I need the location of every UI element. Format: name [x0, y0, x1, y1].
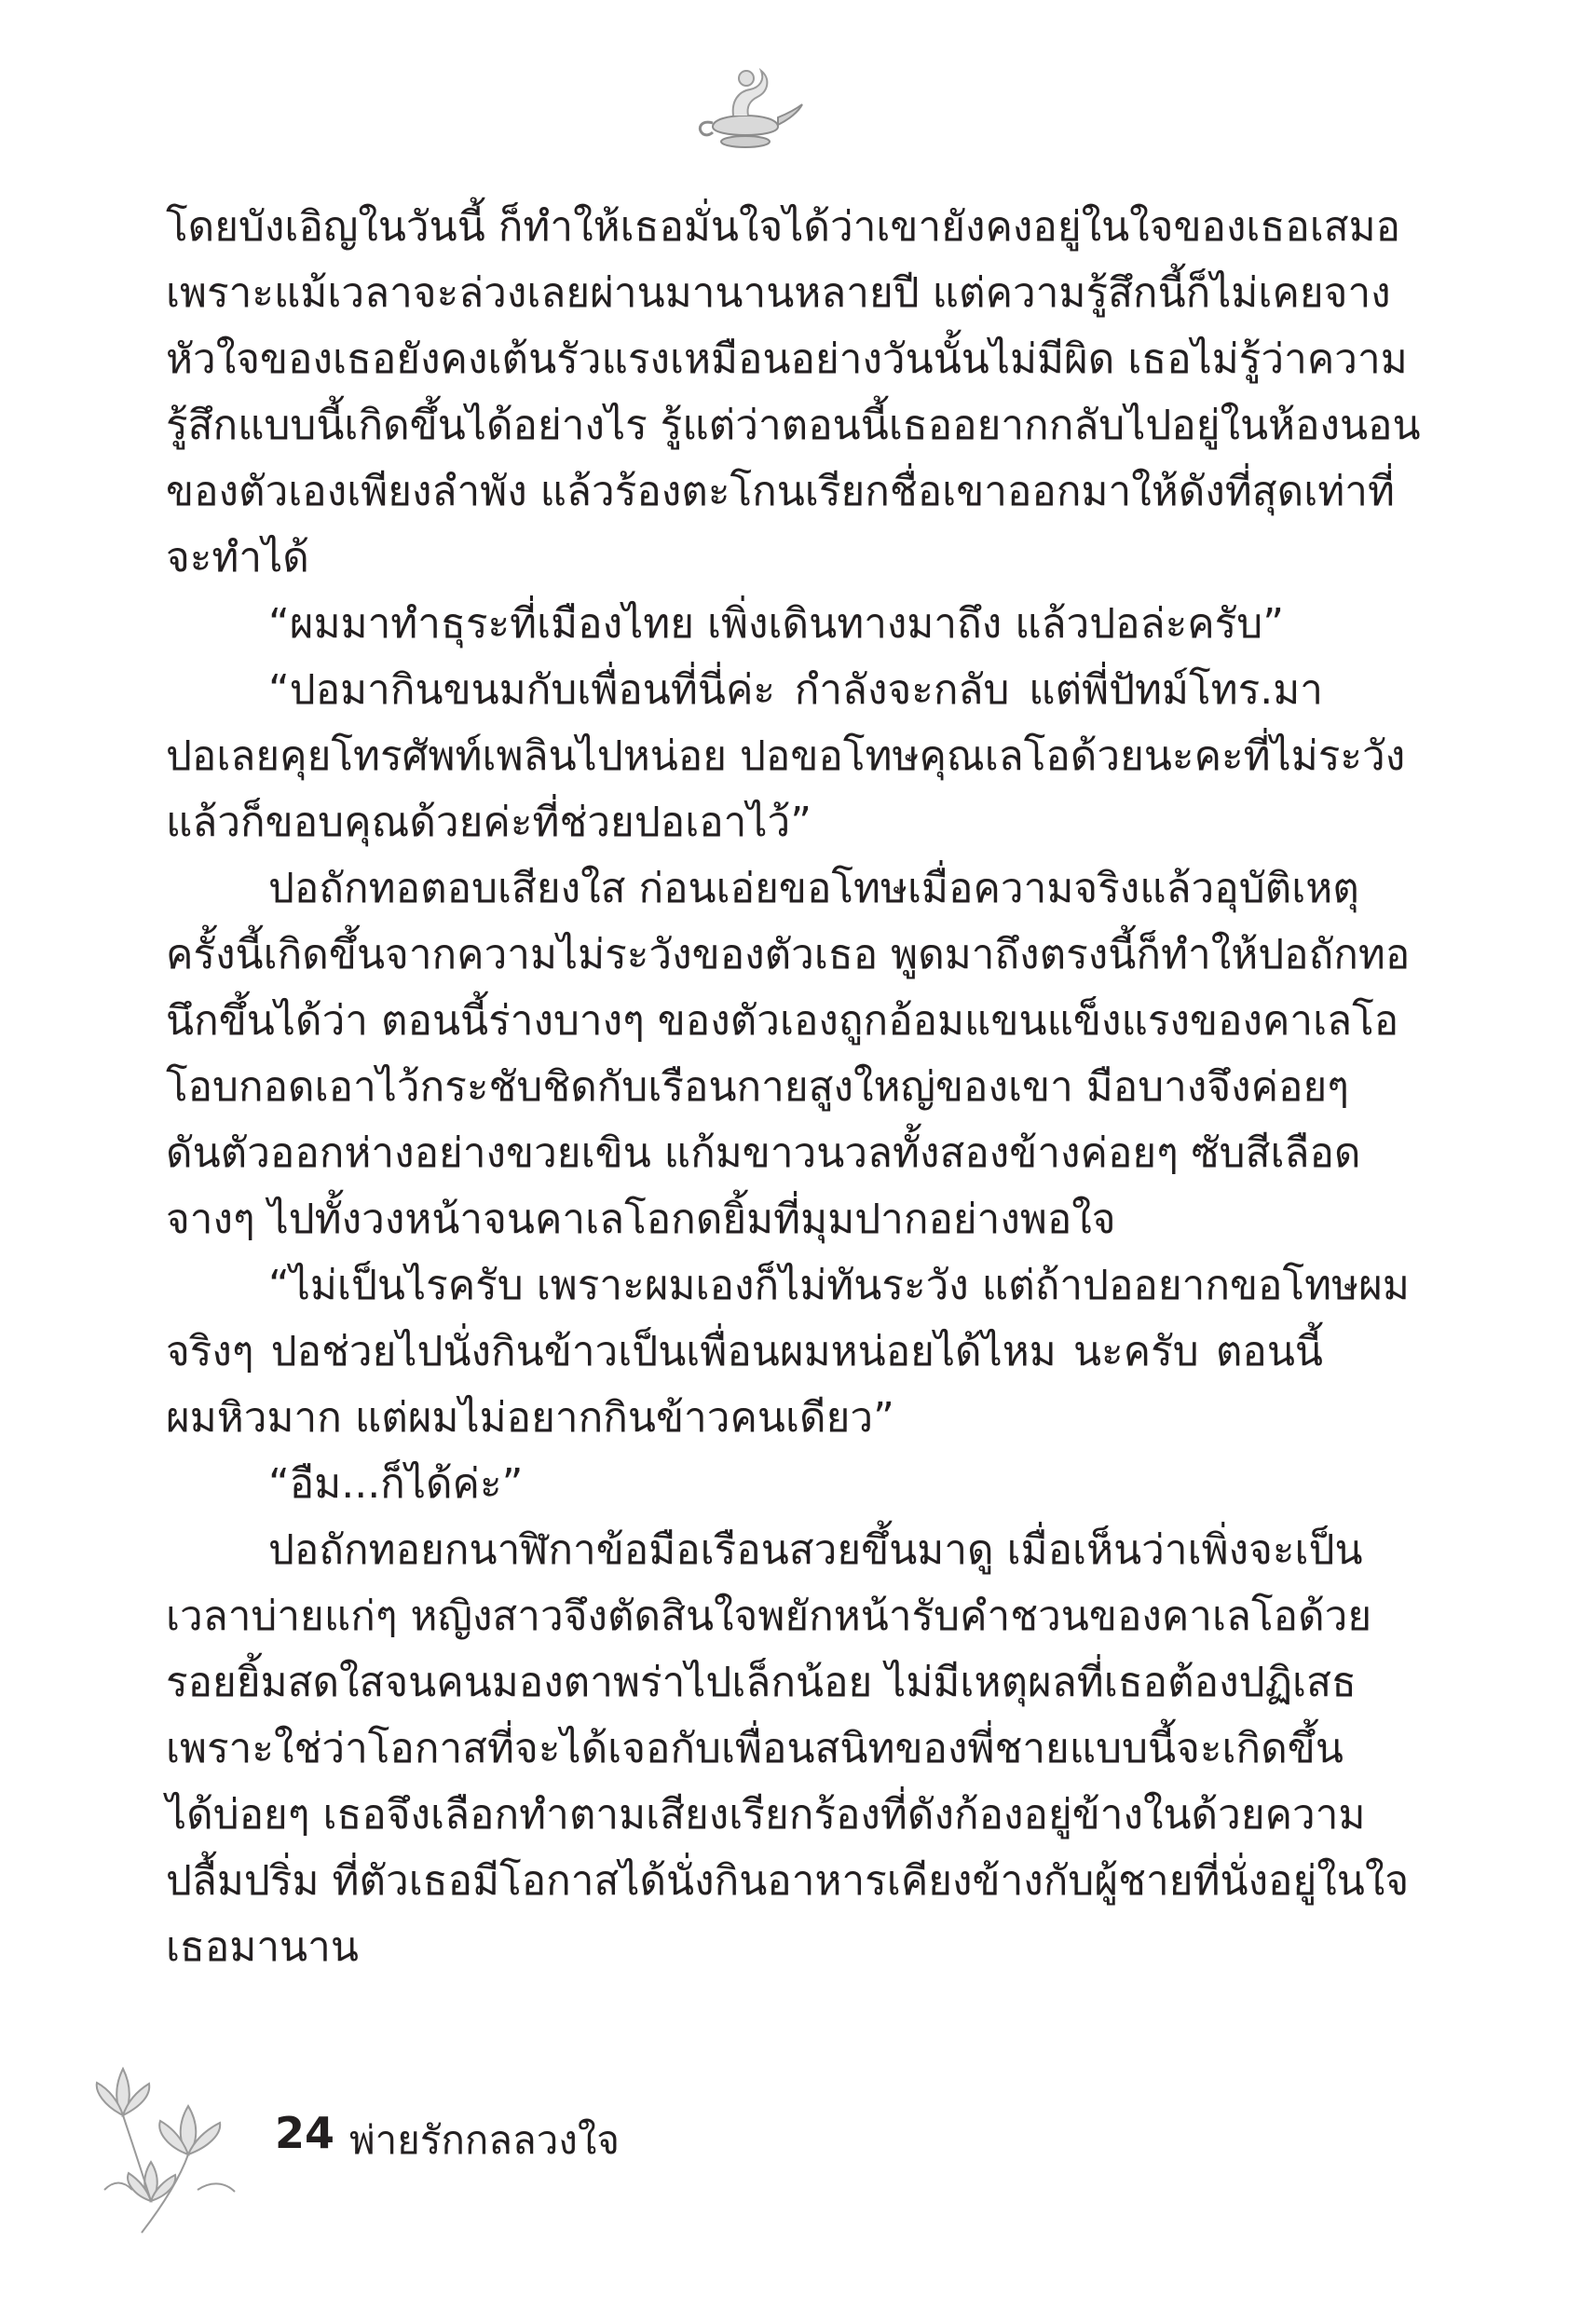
text-line: ได้บ่อยๆ เธอจึงเลือกทำตามเสียงเรียกร้องที่ดังก้องอยู่ข้างในด้วยความ	[166, 1791, 1366, 1839]
paragraph	[166, 194, 1421, 591]
text-line: หัวใจของเธอยังคงเต้นรัวแรงเหมือนอย่างวันนั้นไม่มีผิด เธอไม่รู้ว่าความ	[166, 335, 1408, 383]
text-line: ดันตัวออกห่างอย่างขวยเขิน แก้มขาวนวลทั้งสองข้างค่อยๆ ซับสีเลือด	[166, 1129, 1361, 1177]
text-line: โดยบังเอิญในวันนี้ ก็ทำให้เธอมั่นใจได้ว่าเขายังคงอยู่ในใจของเธอเสมอ	[166, 203, 1401, 251]
text-line: จริงๆ ปอช่วยไปนั่งกินข้าวเป็นเพื่อนผมหน่อยได้ไหม นะครับ ตอนนี้	[166, 1328, 1323, 1375]
text-line: ปอถักทอตอบเสียงใส ก่อนเอ่ยขอโทษเมื่อความจริงแล้วอุบัติเหตุ	[268, 865, 1359, 912]
text-line: จะทำได้	[166, 534, 309, 581]
text-line: โอบกอดเอาไว้กระชับชิดกับเรือนกายสูงใหญ่ของเขา มือบางจึงค่อยๆ	[166, 1063, 1349, 1111]
paragraph	[166, 591, 1323, 657]
text-line: ครั้งนี้เกิดขึ้นจากความไม่ระวังของตัวเธอ พูดมาถึงตรงนี้ก็ทำให้ปอถักทอ	[166, 931, 1411, 978]
genie-lamp-icon	[685, 54, 806, 157]
text-line: จางๆ ไปทั้งวงหน้าจนคาเลโอกดยิ้มที่มุมปากอย่างพอใจ	[166, 1196, 1116, 1243]
text-line: “ไม่เป็นไรครับ เพราะผมเองก็ไม่ทันระวัง แต่ถ้าปออยากขอโทษผม	[268, 1262, 1410, 1309]
body-text	[166, 194, 1421, 1980]
paragraph	[166, 855, 1411, 1252]
text-line: เพราะแม้เวลาจะล่วงเลยผ่านมานานหลายปี แต่ความรู้สึกนี้ก็ไม่เคยจาง	[166, 269, 1391, 317]
paragraph	[166, 1517, 1410, 1980]
book-title: พ่ายรักกลลวงใจ	[349, 2117, 620, 2163]
text-line: เธอมานาน	[166, 1923, 359, 1971]
text-line: รอยยิ้มสดใสจนคนมองตาพร่าไปเล็กน้อย ไม่มีเหตุผลที่เธอต้องปฏิเสธ	[166, 1659, 1357, 1706]
text-line: นึกขึ้นได้ว่า ตอนนี้ร่างบางๆ ของตัวเองถูกอ้อมแขนแข็งแรงของคาเลโอ	[166, 997, 1399, 1045]
text-line: ของตัวเองเพียงลำพัง แล้วร้องตะโกนเรียกชื่อเขาออกมาให้ดังที่สุดเท่าที่	[166, 468, 1395, 515]
text-line: เวลาบ่ายแก่ๆ หญิงสาวจึงตัดสินใจพยักหน้ารับคำชวนของคาเลโอด้วย	[166, 1593, 1372, 1640]
text-line: ปอเลยคุยโทรศัพท์เพลินไปหน่อย ปอขอโทษคุณเลโอด้วยนะคะที่ไม่ระวัง	[166, 732, 1406, 780]
page-number: 24	[275, 2108, 335, 2158]
paragraph	[166, 1252, 1410, 1451]
text-line: เพราะใช่ว่าโอกาสที่จะได้เจอกับเพื่อนสนิทของพี่ชายแบบนี้จะเกิดขึ้น	[166, 1725, 1344, 1772]
flower-icon	[86, 2050, 253, 2236]
text-line: “อืม...ก็ได้ค่ะ”	[268, 1460, 524, 1508]
text-line: ผมหิวมาก แต่ผมไม่อยากกินข้าวคนเดียว”	[166, 1394, 894, 1442]
text-line: “ผมมาทำธุระที่เมืองไทย เพิ่งเดินทางมาถึง แล้วปอล่ะครับ”	[268, 600, 1284, 648]
text-line: “ปอมากินขนมกับเพื่อนที่นี่ค่ะ กำลังจะกลับ แต่พี่ปัทม์โทร.มา	[268, 666, 1323, 714]
text-line: แล้วก็ขอบคุณด้วยค่ะที่ช่วยปอเอาไว้”	[166, 799, 812, 846]
text-line: รู้สึกแบบนี้เกิดขึ้นได้อย่างไร รู้แต่ว่าตอนนี้เธออยากกลับไปอยู่ในห้องนอน	[166, 402, 1421, 449]
text-line: ปลื้มปริ่ม ที่ตัวเธอมีโอกาสได้นั่งกินอาหารเคียงข้างกับผู้ชายที่นั่งอยู่ในใจ	[166, 1857, 1410, 1905]
paragraph	[166, 1451, 1323, 1517]
text-line: ปอถักทอยกนาฬิกาข้อมือเรือนสวยขึ้นมาดู เมื่อเห็นว่าเพิ่งจะเป็น	[268, 1526, 1363, 1574]
paragraph	[166, 657, 1406, 855]
